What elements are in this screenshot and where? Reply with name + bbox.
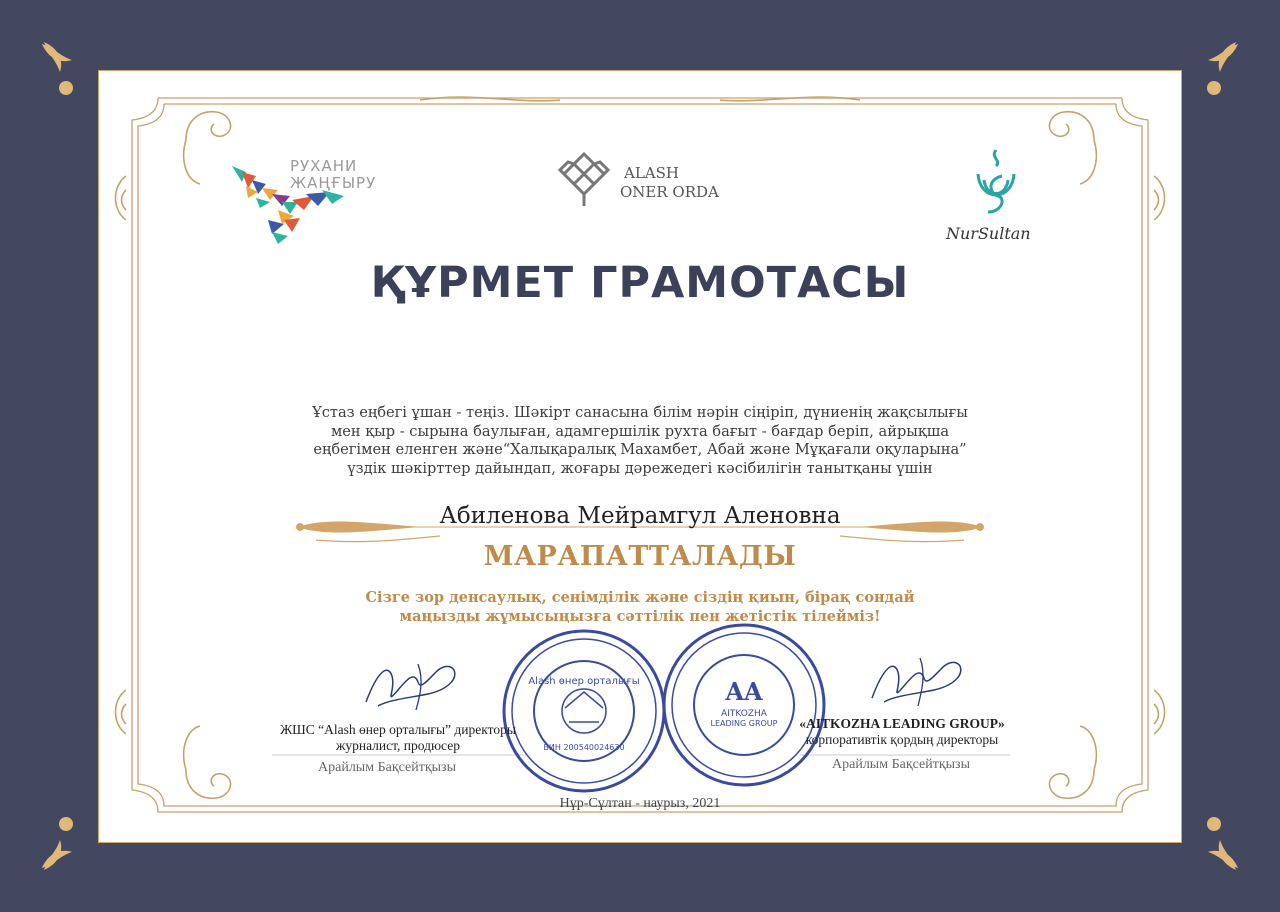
stamp-sub-text: LEADING GROUP xyxy=(710,719,778,728)
left-signatory-title xyxy=(248,722,548,754)
wish-line: маңызды жұмысыңызға сәттілік пен жетістік тілейміз! xyxy=(399,608,881,625)
body-paragraph xyxy=(270,404,1010,478)
body-line: Ұстаз еңбегі ұшан - теңіз. Шәкірт санасына білім нәрін сіңіріп, дүниенің жақсылығы xyxy=(312,404,968,421)
right-signature xyxy=(864,646,974,716)
awarded-heading: МАРАПАТТАЛАДЫ xyxy=(483,541,797,572)
place-date: Нұр-Сұлтан - наурыз, 2021 xyxy=(559,796,721,811)
left-signatory-name: Арайлым Бақсейтқызы xyxy=(318,760,456,775)
alash-oner-orda-logo xyxy=(556,150,756,214)
stamp-bin-text: БИН 200540024630 xyxy=(543,743,625,752)
center-logo-line1: ALASH xyxy=(624,164,679,182)
recipient-name: Абиленова Мейрамгул Аленовна xyxy=(439,503,841,529)
body-line: мен қыр - сырына баулыған, адамгершілік рухта бағыт - бағдар беріп, айрықша xyxy=(330,422,950,440)
wish-text xyxy=(300,588,980,626)
knot-icon xyxy=(556,150,612,210)
body-line: еңбегімен еленген және“Халықаралық Махамбет, Абай және Мұқағали оқуларына” xyxy=(313,441,967,458)
alash-stamp xyxy=(499,626,669,796)
stamp-name-text: AITKOZHA xyxy=(721,709,767,719)
baiterek-icon xyxy=(940,146,1050,222)
body-line: үздік шәкірттер дайындап, жоғары дәрежедегі кәсібилігін танытқаны үшін xyxy=(347,459,933,477)
left-sig-title-line1: ЖШС “Alash өнер орталығы” директоры xyxy=(280,722,516,737)
right-signatory-title xyxy=(772,716,1032,748)
right-signatory-name: Арайлым Бақсейтқызы xyxy=(832,757,970,772)
left-logo-line1: РУХАНИ xyxy=(290,157,358,175)
rukhani-zhangyru-logo xyxy=(232,158,392,248)
left-logo-line2: ЖАҢҒЫРУ xyxy=(290,174,377,192)
certificate-title: ҚҰРМЕТ ГРАМОТАСЫ xyxy=(370,258,910,308)
stamp-aa-logo: AA xyxy=(725,677,763,706)
right-logo-text: NurSultan xyxy=(946,224,1031,243)
left-sig-title-line2: журналист, продюсер xyxy=(336,738,460,753)
center-logo-line2: ONER ORDA xyxy=(620,183,719,201)
right-sig-title-line2: корпоративтік қордың директоры xyxy=(805,732,999,747)
left-signature xyxy=(358,650,478,720)
stamp-inner-text: Alash өнер орталығы xyxy=(528,676,640,687)
nursultan-logo xyxy=(940,146,1050,250)
right-sig-title-line1: «AITKOZHA LEADING GROUP» xyxy=(799,716,1005,731)
wish-line: Сізге зор денсаулық, сенімділік және сіздің қиын, бірақ сондай xyxy=(365,589,915,606)
